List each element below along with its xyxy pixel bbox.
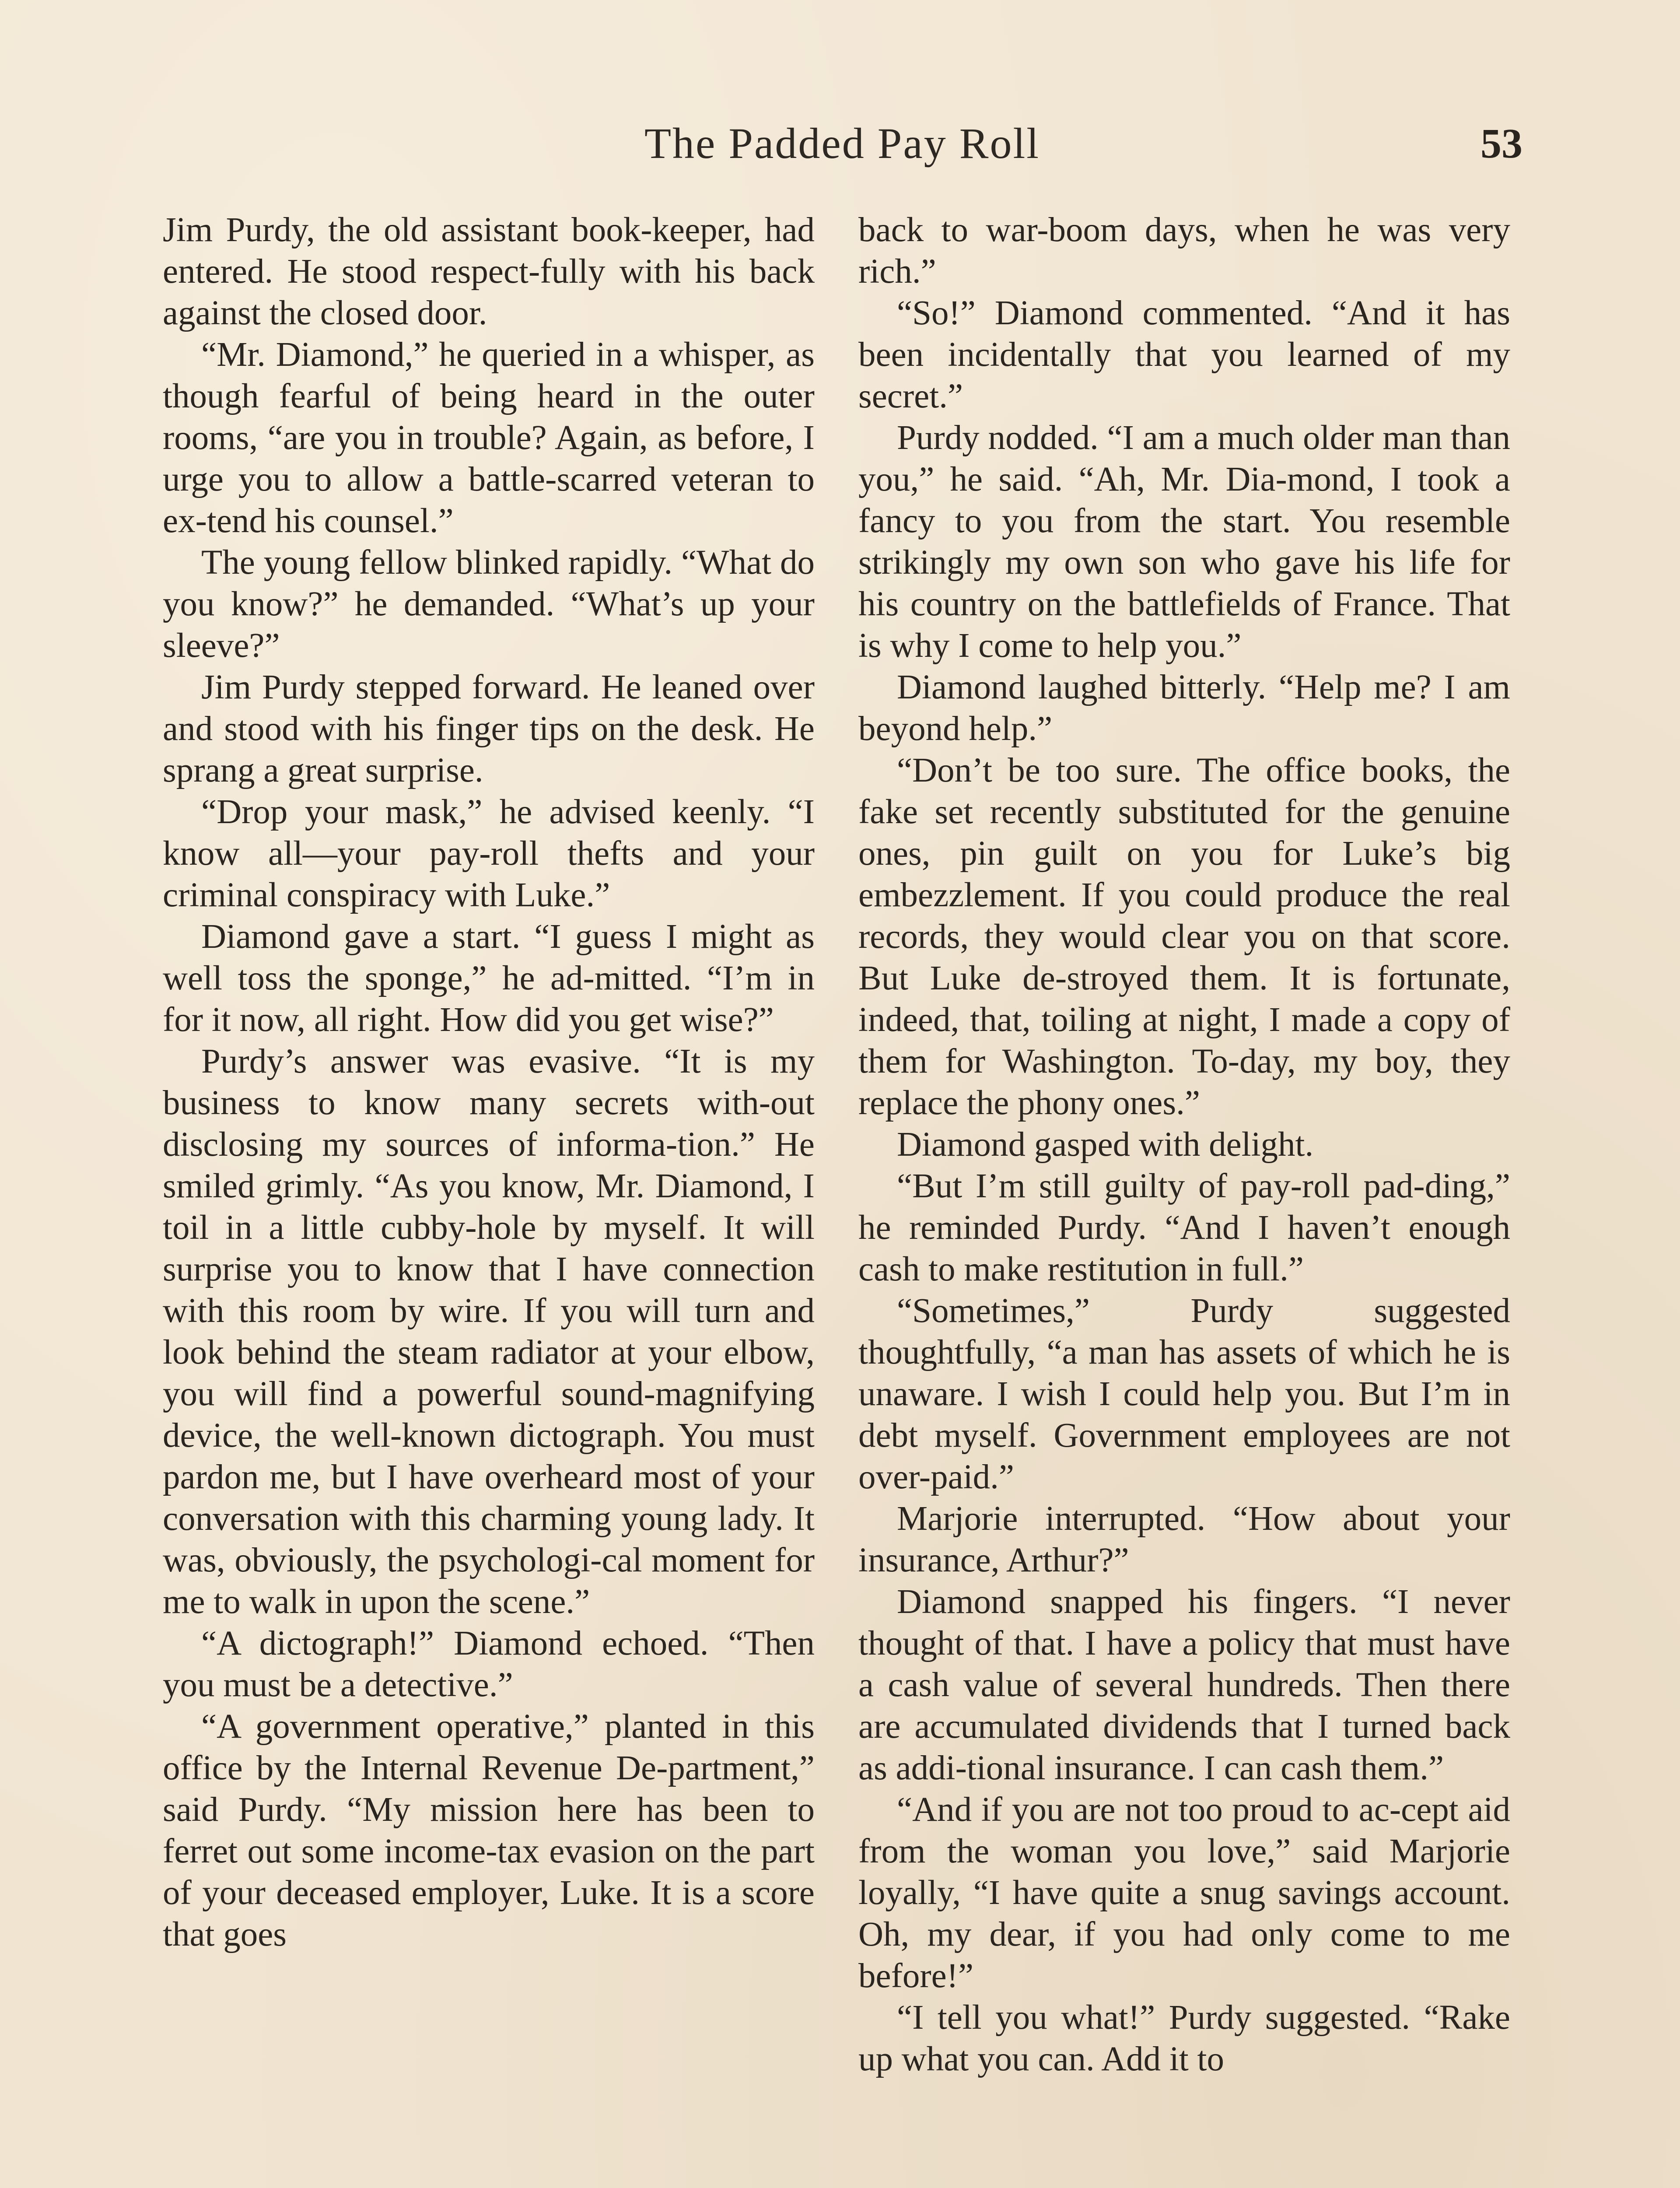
running-title: The Padded Pay Roll	[644, 119, 1040, 168]
paragraph: “A dictograph!” Diamond echoed. “Then you must be a detective.”	[163, 1624, 815, 1704]
paragraph: Diamond laughed bitterly. “Help me? I am beyond help.”	[858, 668, 1510, 748]
paragraph: Diamond gave a start. “I guess I might as well toss the sponge,” he ad-mitted. “I’m in for it now, all right. How did you get wise?”	[163, 918, 815, 1039]
left-column	[163, 209, 815, 1955]
paragraph: Diamond gasped with delight.	[897, 1126, 1314, 1164]
paragraph: Jim Purdy, the old assistant book-keeper, had entered. He stood respect-fully with his back against the closed door.	[163, 211, 815, 332]
page-header	[162, 117, 1522, 170]
paragraph: Purdy’s answer was evasive. “It is my business to know many secrets with-out disclosing my sources of informa-tion.” He smiled grimly. “As you know, Mr. Diamond, I toil in a little cubby-hole by myself. It will surprise you to know that I have connection with this room by wire. If you will turn and look behind the steam radiator at your elbow, you will find a powerful sound-magnifying device, the well-known dictograph. You must pardon me, but I have overheard most of your conversation with this charming young lady. It was, obviously, the psychologi-cal moment for me to walk in upon the scene.”	[163, 1042, 815, 1621]
paragraph: The young fellow blinked rapidly. “What do you know?” he demanded. “What’s up your sleeve?”	[163, 543, 815, 665]
paragraph: “So!” Diamond commented. “And it has been incidentally that you learned of my secret.”	[858, 294, 1510, 415]
page-number: 53	[1480, 120, 1522, 167]
paragraph: back to war-boom days, when he was very rich.”	[858, 211, 1510, 291]
paragraph: “Don’t be too sure. The office books, the fake set recently substituted for the genuine ones, pin guilt on you for Luke’s big embezzlement. If you could produce the real records, they would clear you on that score. But Luke de-stroyed them. It is fortunate, indeed, that, toiling at night, I made a copy of them for Washington. To-day, my boy, they replace the phony ones.”	[858, 751, 1510, 1122]
paragraph: “I tell you what!” Purdy suggested. “Rake up what you can. Add it to	[858, 1999, 1510, 2078]
paragraph: Jim Purdy stepped forward. He leaned over and stood with his finger tips on the desk. He sprang a great surprise.	[163, 668, 815, 789]
paragraph: “Sometimes,” Purdy suggested thoughtfully, “a man has assets of which he is unaware. I wish I could help you. But I’m in debt myself. Government employees are not over-paid.”	[858, 1292, 1510, 1496]
paragraph: Purdy nodded. “I am a much older man than you,” he said. “Ah, Mr. Dia-mond, I took a fancy to you from the start. You resemble strikingly my own son who gave his life for his country on the battlefields of France. That is why I come to help you.”	[858, 419, 1510, 665]
paragraph: “And if you are not too proud to ac-cept aid from the woman you love,” said Marjorie loyally, “I have quite a snug savings account. Oh, my dear, if you had only come to me before!”	[858, 1791, 1510, 1995]
paragraph: “But I’m still guilty of pay-roll pad-ding,” he reminded Purdy. “And I haven’t enough cash to make restitution in full.”	[858, 1167, 1510, 1288]
paragraph: Marjorie interrupted. “How about your insurance, Arthur?”	[858, 1500, 1510, 1579]
paragraph: Diamond snapped his fingers. “I never thought of that. I have a policy that must have a cash value of several hundreds. Then there are accumulated dividends that I turned back as addi-tional insurance. I can cash them.”	[858, 1583, 1510, 1787]
right-column	[858, 209, 1510, 2080]
paragraph: “Drop your mask,” he advised keenly. “I know all—your pay-roll thefts and your criminal conspiracy with Luke.”	[163, 793, 815, 914]
paragraph: “Mr. Diamond,” he queried in a whisper, as though fearful of being heard in the outer rooms, “are you in trouble? Again, as before, I urge you to allow a battle-scarred veteran to ex-tend his counsel.”	[163, 336, 815, 540]
paragraph: “A government operative,” planted in this office by the Internal Revenue De-partment,” said Purdy. “My mission here has been to ferret out some income-tax evasion on the part of your deceased employer, Luke. It is a score that goes	[163, 1708, 815, 1953]
